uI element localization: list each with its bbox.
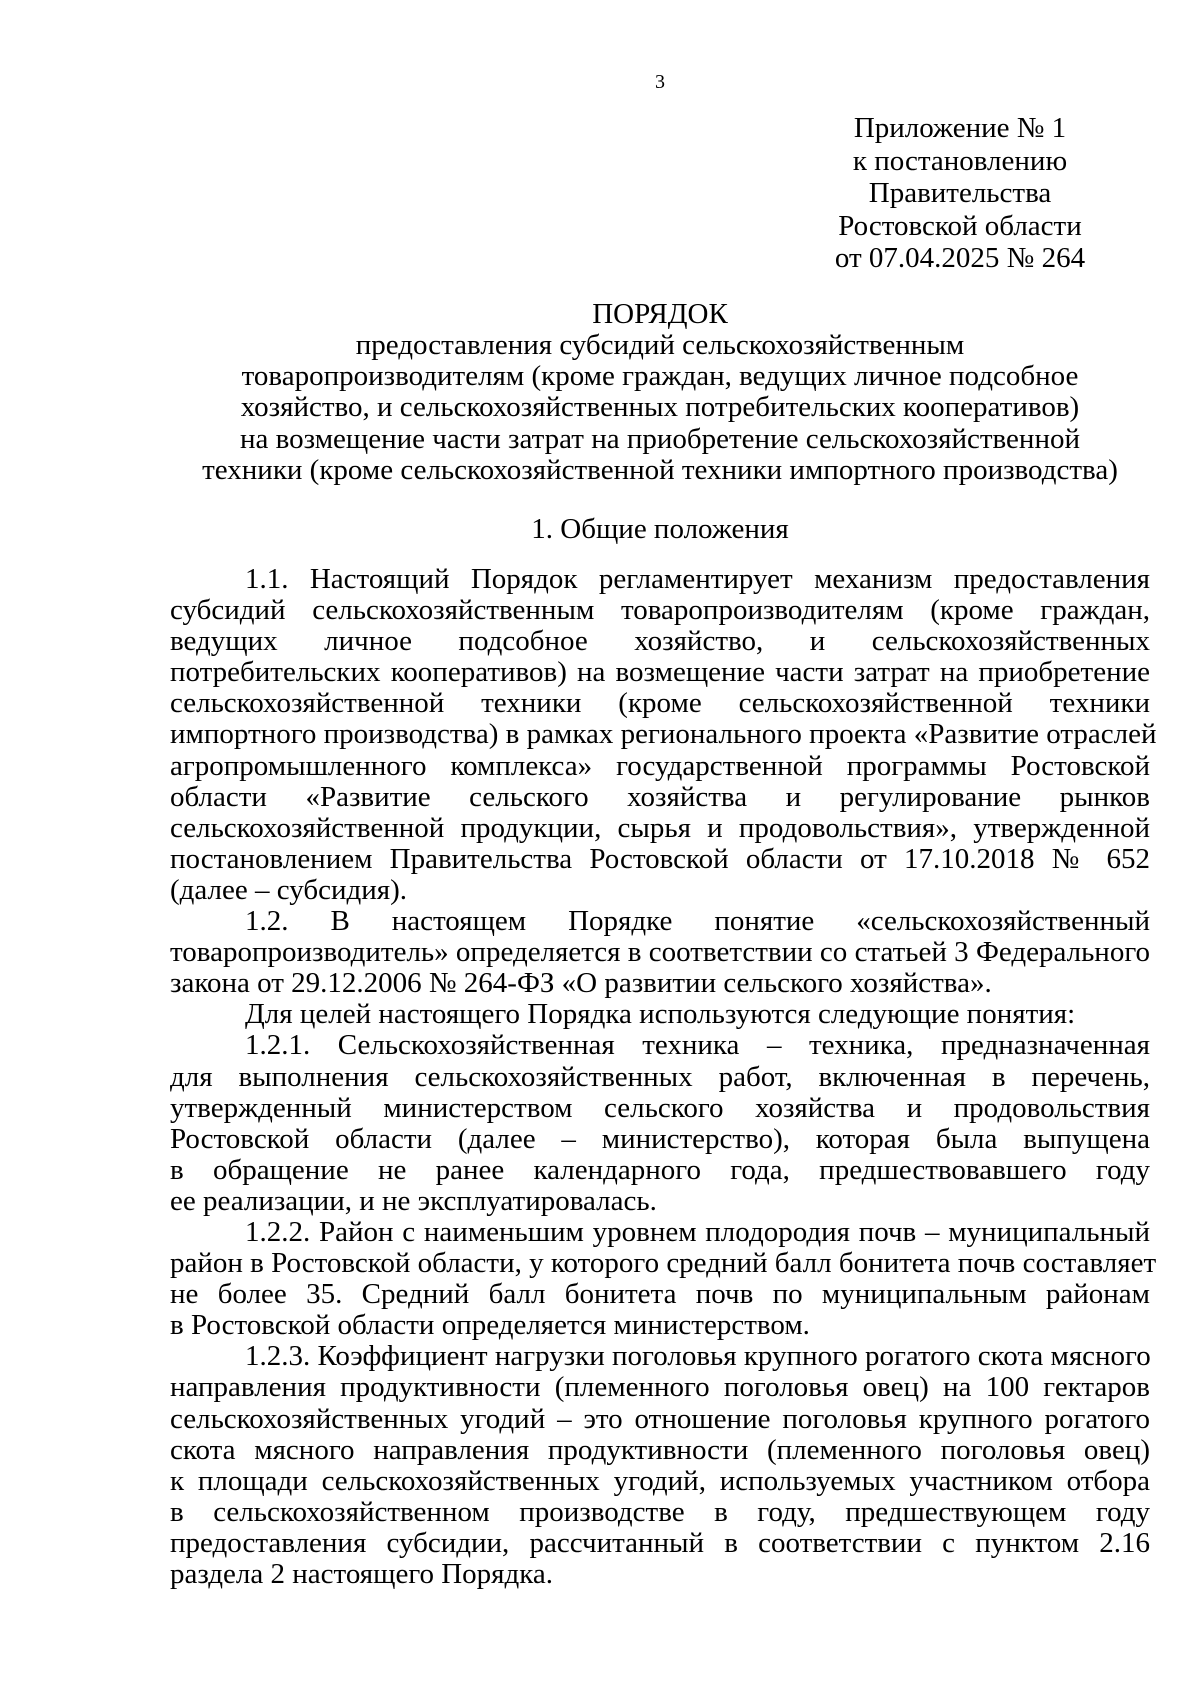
subtitle-line: товаропроизводителям (кроме граждан, ведущих личное подсобное	[241, 360, 1079, 393]
body-line: ее реализации, и не эксплуатировалась.	[170, 1184, 657, 1217]
body-line: (далее – субсидия).	[170, 873, 408, 906]
body-line: направления продуктивности (племенного поголовья овец) на 100 гектаров	[170, 1371, 1150, 1404]
body-line: агропромышленного комплекса» государственной программы Ростовской	[170, 749, 1150, 782]
body-line: предоставления субсидии, рассчитанный в соответствии с пунктом 2.16	[170, 1526, 1150, 1559]
document-subtitle	[170, 330, 1150, 486]
subtitle-line: на возмещение части затрат на приобретение сельскохозяйственной	[240, 422, 1080, 455]
appendix-line: от 07.04.2025 № 264	[834, 242, 1086, 274]
body-line: товаропроизводитель» определяется в соответствии со статьей 3 Федерального	[170, 936, 1150, 969]
body-line: сельскохозяйственной техники (кроме сельскохозяйственной техники	[170, 687, 1150, 720]
body-text	[170, 563, 1157, 1590]
body-line: Ростовской области (далее – министерство), которая была выпущена	[170, 1122, 1150, 1155]
document-title: ПОРЯДОК	[592, 298, 728, 330]
body-line: закона от 29.12.2006 № 264-ФЗ «О развитии сельского хозяйства».	[170, 967, 992, 1000]
body-line: утвержденный министерством сельского хозяйства и продовольствия	[170, 1091, 1150, 1124]
body-line: в обращение не ранее календарного года, предшествовавшего году	[170, 1153, 1150, 1186]
appendix-line: Правительства	[868, 177, 1052, 209]
body-line: скота мясного направления продуктивности (племенного поголовья овец)	[170, 1433, 1150, 1466]
page-number: 3	[655, 71, 665, 93]
body-line: импортного производства) в рамках регионального проекта «Развитие отраслей	[170, 718, 1157, 751]
body-line: раздела 2 настоящего Порядка.	[170, 1558, 554, 1590]
body-line: 1.1. Настоящий Порядок регламентирует механизм предоставления	[245, 563, 1150, 595]
subtitle-line: предоставления субсидий сельскохозяйственным	[355, 329, 965, 361]
body-line: ведущих личное подсобное хозяйство, и сельскохозяйственных	[170, 625, 1150, 658]
subtitle-line: техники (кроме сельскохозяйственной техники импортного производства)	[202, 453, 1118, 486]
appendix-line: Приложение № 1	[853, 112, 1067, 144]
body-line: к площади сельскохозяйственных угодий, используемых участником отбора	[170, 1464, 1150, 1497]
appendix-line: Ростовской области	[838, 209, 1082, 242]
body-line: 1.2.1. Сельскохозяйственная техника – техника, предназначенная	[245, 1029, 1150, 1062]
subtitle-line: хозяйство, и сельскохозяйственных потребительских кооперативов)	[240, 391, 1080, 424]
appendix-reference	[820, 112, 1100, 275]
body-line: 1.2.3. Коэффициент нагрузки поголовья крупного рогатого скота мясного	[245, 1340, 1151, 1373]
body-line: области «Развитие сельского хозяйства и регулирование рынков	[170, 780, 1150, 813]
body-line: район в Ростовской области, у которого средний балл бонитета почв составляет	[170, 1247, 1157, 1280]
body-line: сельскохозяйственных угодий – это отношение поголовья крупного рогатого	[170, 1402, 1150, 1435]
body-line: Для целей настоящего Порядка используются следующие понятия:	[245, 998, 1076, 1031]
body-line: постановлением Правительства Ростовской области от 17.10.2018 № 652	[170, 842, 1150, 875]
body-line: потребительских кооперативов) на возмещение части затрат на приобретение	[170, 656, 1150, 689]
body-line: 1.2. В настоящем Порядке понятие «сельскохозяйственный	[245, 905, 1150, 938]
section-heading: 1. Общие положения	[531, 513, 789, 545]
body-line: в сельскохозяйственном производстве в году, предшествующем году	[170, 1495, 1150, 1528]
body-line: не более 35. Средний балл бонитета почв по муниципальным районам	[170, 1278, 1150, 1311]
body-line: субсидий сельскохозяйственным товаропроизводителям (кроме граждан,	[170, 594, 1150, 627]
body-line: 1.2.2. Район с наименьшим уровнем плодородия почв – муниципальный	[245, 1215, 1150, 1248]
body-line: для выполнения сельскохозяйственных работ, включенная в перечень,	[170, 1060, 1150, 1093]
appendix-line: к постановлению	[852, 144, 1068, 177]
body-line: сельскохозяйственной продукции, сырья и продовольствия», утвержденной	[170, 811, 1150, 844]
body-line: в Ростовской области определяется министерством.	[170, 1309, 810, 1342]
